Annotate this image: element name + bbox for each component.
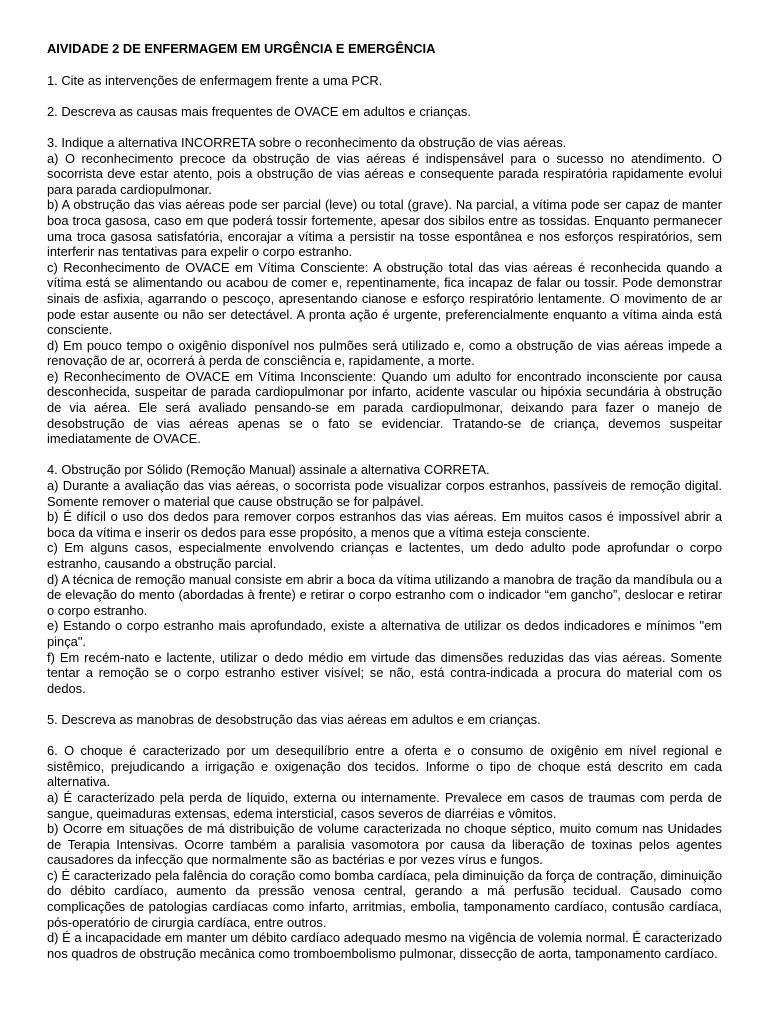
question-6-text: 6. O choque é caracterizado por um desequilíbrio entre a oferta e o consumo de oxigênio em nível regional e sistêmico, prejudicando a irrigação e oxigenação dos tecidos. Informe o tipo de choque está descrito em cada alternativa.	[47, 743, 722, 790]
question-6-option-c: c) É caracterizado pela falência do coração como bomba cardíaca, pela diminuição da força de contração, diminuição do débito cardíaco, aumento da pressão venosa central, gerando a má perfusão tecidual. Causado como complicações de patologias cardíacas como infarto, arritmias, embolia, tamponamento cardíaco, contusão cardíaca, pós-operatório de cirurgia cardíaca, entre outros.	[47, 867, 722, 930]
question-3-option-c: c) Reconhecimento de OVACE em Vítima Consciente: A obstrução total das vias aéreas é reconhecida quando a vítima está se alimentando ou acabou de comer e, repentinamente, fica incapaz de falar ou tossir. Pode demonstrar sinais de asfixia, agarrando o pescoço, apresentando cianose e esforço respiratório lentamente. O movimento de ar pode estar ausente ou não ser detectável. A pronta ação é urgente, preferencialmente enquanto a vítima ainda está consciente.	[47, 259, 722, 338]
question-4-option-e: e) Estando o corpo estranho mais aprofundado, existe a alternativa de utilizar os dedos indicadores e mínimos "em pinça".	[47, 618, 722, 649]
question-5	[47, 696, 722, 727]
question-3-option-e: e) Reconhecimento de OVACE em Vítima Inconsciente: Quando um adulto for encontrado inconsciente por causa desconhecida, suspeitar de parada cardiopulmonar por infarto, acidente vascular ou hipóxia secundária à obstrução de via aérea. Ele será avaliado pensando-se em parada cardiopulmonar, deixando para fazer o manejo de desobstrução de vias aéreas apenas se o fato se evidenciar. Tratando-se de criança, devemos suspeitar imediatamente de OVACE.	[47, 368, 722, 447]
question-5-text: 5. Descreva as manobras de desobstrução das vias aéreas em adultos e em crianças.	[47, 711, 541, 727]
document-page	[47, 41, 722, 961]
question-1-text: 1. Cite as intervenções de enfermagem frente a uma PCR.	[47, 72, 383, 88]
question-3-option-a: a) O reconhecimento precoce da obstrução de vias aéreas é indispensável para o sucesso no atendimento. O socorrista deve estar atento, pois a obstrução de vias aéreas e consequente parada respiratória rapidamente evolui para parada cardiopulmonar.	[47, 150, 722, 197]
document-title: AIVIDADE 2 DE ENFERMAGEM EM URGÊNCIA E EMERGÊNCIA	[47, 41, 436, 56]
question-4-text: 4. Obstrução por Sólido (Remoção Manual) assinale a alternativa CORRETA.	[47, 462, 490, 478]
question-6-option-d: d) É a incapacidade em manter um débito cardíaco adequado mesmo na vigência de volemia normal. É caracterizado nos quadros de obstrução mecânica como tromboembolismo pulmonar, dissecção de aorta, tamponamento cardíaco.	[47, 930, 722, 961]
question-4	[47, 447, 722, 697]
question-3-text: 3. Indique a alternativa INCORRETA sobre o reconhecimento da obstrução de vias aéreas.	[47, 134, 567, 150]
question-3	[47, 119, 722, 446]
question-6-option-a: a) É caracterizado pela perda de líquido, externa ou internamente. Prevalece em casos de traumas com perda de sangue, queimaduras extensas, edema intersticial, casos severos de diarréias e vômitos.	[47, 789, 722, 821]
question-2-text: 2. Descreva as causas mais frequentes de OVACE em adultos e crianças.	[47, 103, 471, 119]
question-2	[47, 88, 722, 119]
question-3-option-b: b) A obstrução das vias aéreas pode ser parcial (leve) ou total (grave). Na parcial, a vítima pode ser capaz de manter boa troca gasosa, caso em que poderá tossir fortemente, apesar dos sibilos entre as tossidas. Enquanto permanecer uma troca gasosa satisfatória, encorajar a vítima a persistir na tosse espontânea e nos esforços respiratórios, sem interferir nas tentativas para expelir o corpo estranho.	[47, 197, 722, 260]
question-6	[47, 728, 722, 962]
question-3-option-d: d) Em pouco tempo o oxigênio disponível nos pulmões será utilizado e, como a obstrução de vias aéreas impede a renovação de ar, ocorrerá à perda de consciência e, rapidamente, a morte.	[47, 337, 722, 369]
question-4-option-c: c) Em alguns casos, especialmente envolvendo crianças e lactentes, um dedo adulto pode aprofundar o corpo estranho, causando a obstrução parcial.	[47, 540, 722, 571]
question-4-option-d: d) A técnica de remoção manual consiste em abrir a boca da vítima utilizando a manobra de tração da mandíbula ou a de elevação do mento (abordadas à frente) e retirar o corpo estranho com o indicador “em gancho”, deslocar e retirar o corpo estranho.	[47, 571, 723, 618]
question-4-option-b: b) É difícil o uso dos dedos para remover corpos estranhos das vias aéreas. Em muitos casos é impossível abrir a boca da vítima e inserir os dedos para esse propósito, a menos que a vítima esteja consciente.	[47, 509, 722, 540]
question-4-option-a: a) Durante a avaliação das vias aéreas, o socorrista pode visualizar corpos estranhos, passíveis de remoção digital. Somente remover o material que cause obstrução se for palpável.	[47, 478, 722, 509]
question-6-option-b: b) Ocorre em situações de má distribuição de volume caracterizada no choque séptico, muito comum nas Unidades de Terapia Intensivas. Ocorre também a paralisia vasomotora por causa da liberação de toxinas pelos agentes causadores da infecção que normalmente são as bactérias e por vezes vírus e fungos.	[47, 821, 722, 868]
question-1	[47, 57, 722, 88]
question-4-option-f: f) Em recém-nato e lactente, utilizar o dedo médio em virtude das dimensões reduzidas das vias aéreas. Somente tentar a remoção se o corpo estranho estiver visível; se não, está contra-indicada a procura do material com os dedos.	[47, 649, 722, 696]
